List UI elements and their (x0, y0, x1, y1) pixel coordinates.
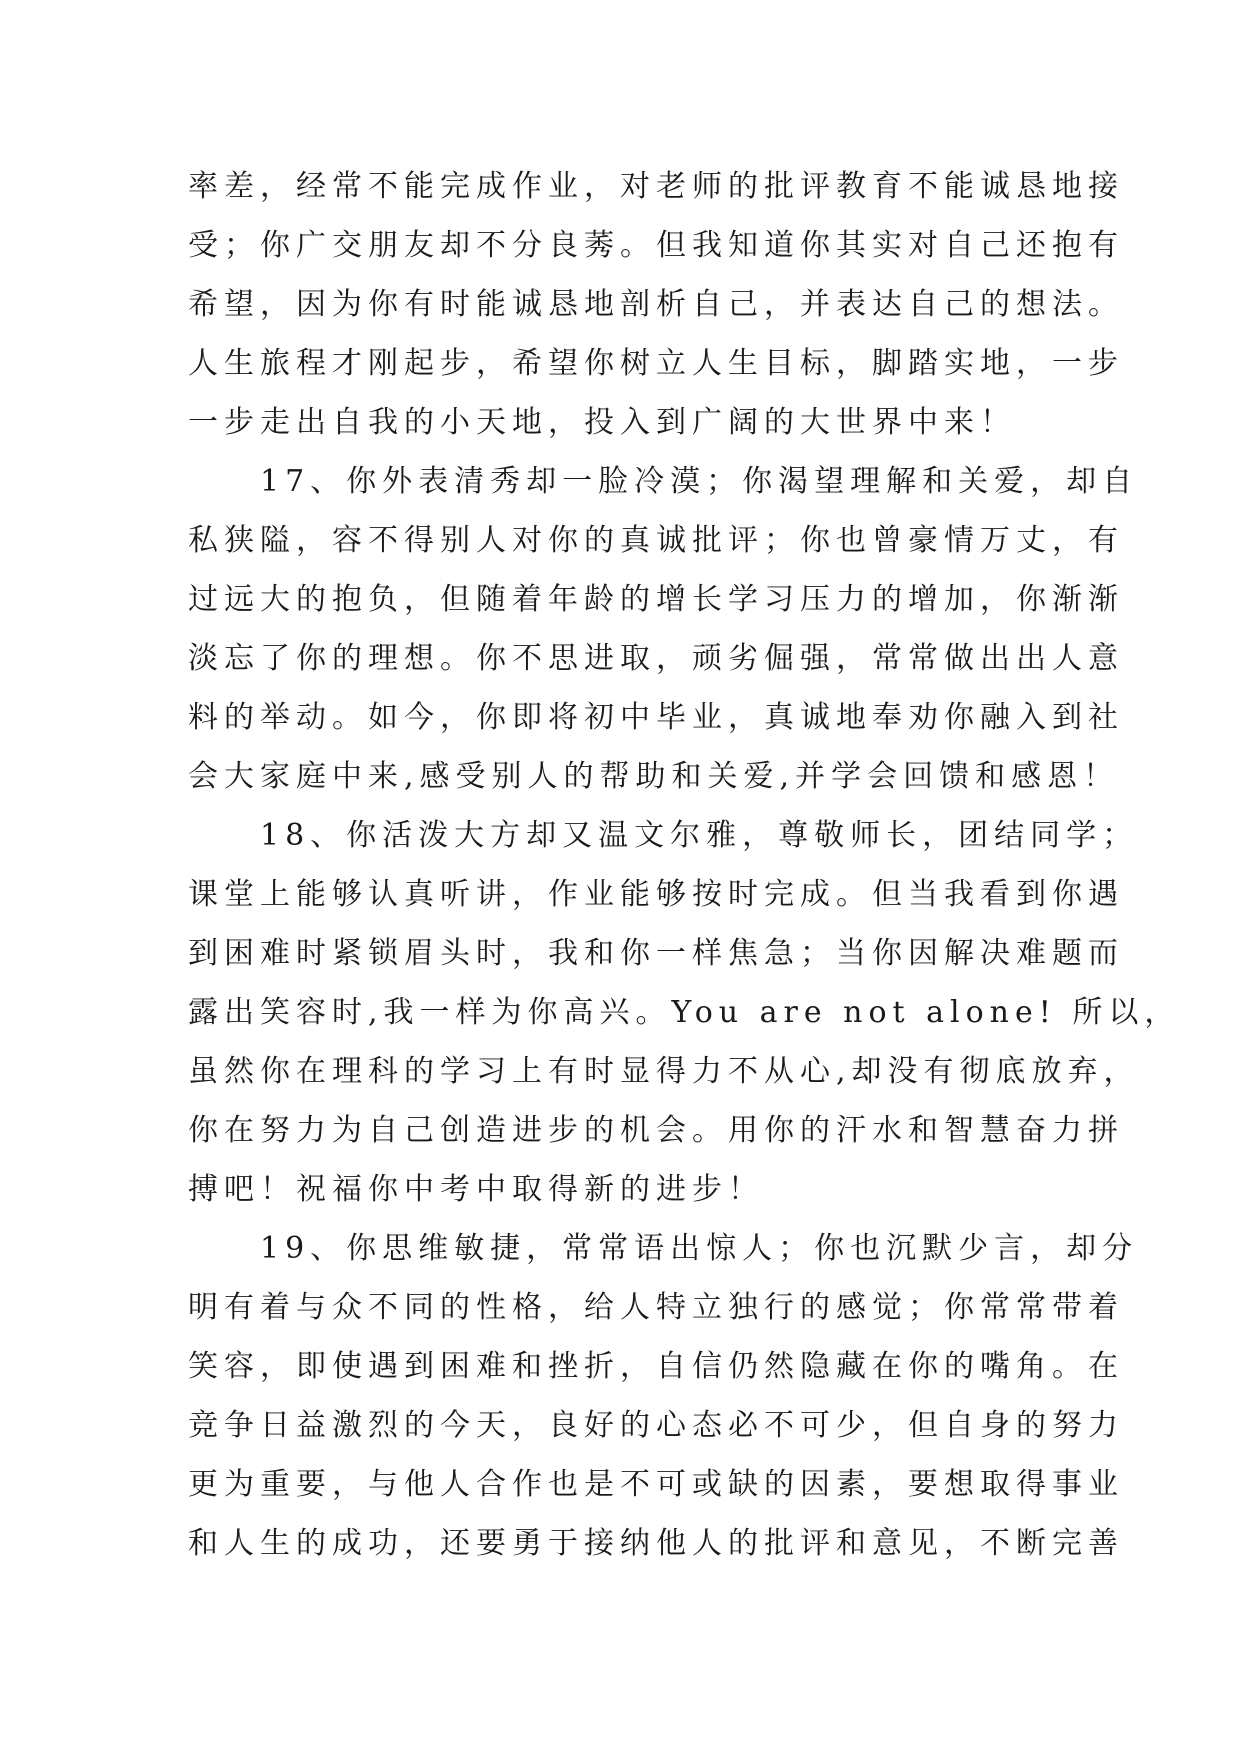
text-line: 笑容，即使遇到困难和挫折，自信仍然隐藏在你的嘴角。在 (188, 1349, 1124, 1384)
text-line: 人生旅程才刚起步，希望你树立人生目标，脚踏实地，一步 (188, 346, 1124, 381)
text-line: 率差，经常不能完成作业，对老师的批评教育不能诚恳地接 (188, 169, 1124, 204)
text-line: 会大家庭中来,感受别人的帮助和关爱,并学会回馈和感恩！ (188, 759, 1120, 794)
text-line: 搏吧！祝福你中考中取得新的进步！ (188, 1172, 764, 1207)
text-line: 虽然你在理科的学习上有时显得力不从心,却没有彻底放弃， (188, 1054, 1140, 1089)
paragraph-17-start: 17、你外表清秀却一脸冷漠；你渴望理解和关爱，却自 (188, 464, 1139, 499)
text-line: 明有着与众不同的性格，给人特立独行的感觉；你常常带着 (188, 1290, 1124, 1325)
body-text (188, 157, 1181, 1573)
text-line: 你在努力为自己创造进步的机会。用你的汗水和智慧奋力拼 (188, 1113, 1124, 1148)
text-line: 露出笑容时,我一样为你高兴。You are not alone! 所以， (188, 995, 1181, 1030)
text-line: 受；你广交朋友却不分良莠。但我知道你其实对自己还抱有 (188, 228, 1124, 263)
text-line: 淡忘了你的理想。你不思进取，顽劣倔强，常常做出出人意 (188, 641, 1124, 676)
text-line: 到困难时紧锁眉头时，我和你一样焦急；当你因解决难题而 (188, 936, 1124, 971)
text-line: 竞争日益激烈的今天，良好的心态必不可少，但自身的努力 (188, 1408, 1124, 1443)
text-line: 料的举动。如今，你即将初中毕业，真诚地奉劝你融入到社 (188, 700, 1124, 735)
text-line: 课堂上能够认真听讲，作业能够按时完成。但当我看到你遇 (188, 877, 1124, 912)
text-line: 希望，因为你有时能诚恳地剖析自己，并表达自己的想法。 (188, 287, 1124, 322)
paragraph-18-start: 18、你活泼大方却又温文尔雅，尊敬师长，团结同学； (188, 818, 1139, 853)
paragraph-19-start: 19、你思维敏捷，常常语出惊人；你也沉默少言，却分 (188, 1231, 1139, 1266)
text-line: 私狭隘，容不得别人对你的真诚批评；你也曾豪情万丈，有 (188, 523, 1124, 558)
text-line: 和人生的成功，还要勇于接纳他人的批评和意见，不断完善 (188, 1526, 1124, 1561)
text-line: 一步走出自我的小天地，投入到广阔的大世界中来！ (188, 405, 1016, 440)
text-line: 过远大的抱负，但随着年龄的增长学习压力的增加，你渐渐 (188, 582, 1124, 617)
text-line: 更为重要，与他人合作也是不可或缺的因素，要想取得事业 (188, 1467, 1124, 1502)
